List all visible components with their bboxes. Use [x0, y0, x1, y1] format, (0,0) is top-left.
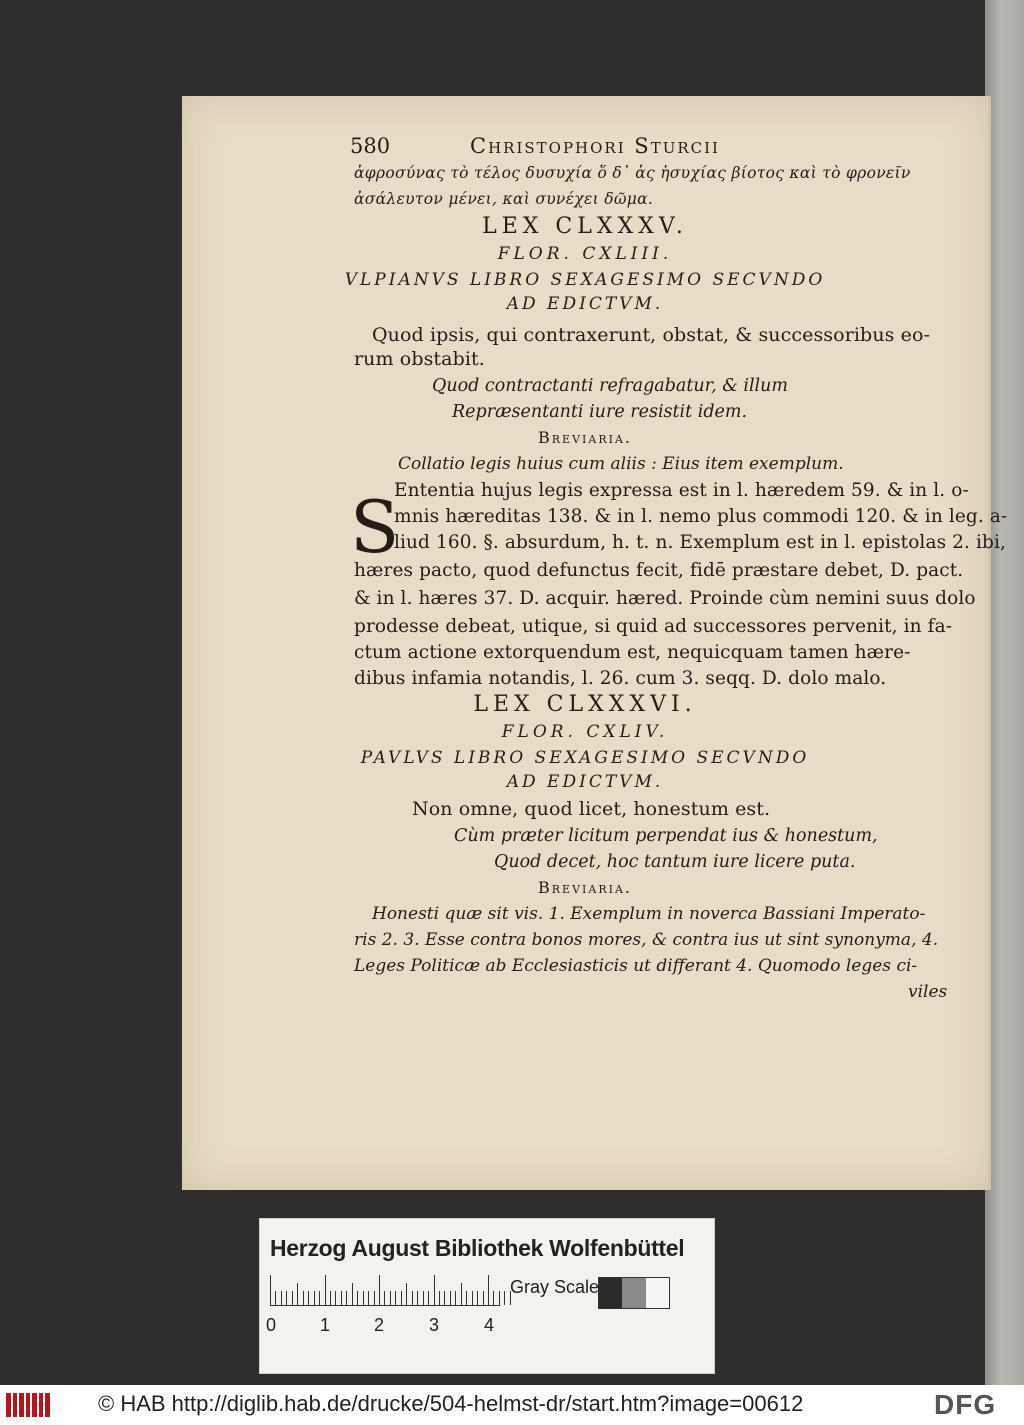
- summary-line: Collatio legis huius cum aliis : Eius item exemplum.: [398, 454, 844, 474]
- footer-bar: [0, 1385, 1024, 1425]
- verse-line: Repræsentanti iure resistit idem.: [452, 402, 748, 422]
- ruler-tick: [341, 1291, 342, 1305]
- library-color-card: [259, 1218, 715, 1374]
- ruler-tick: [352, 1283, 353, 1305]
- ruler-tick: [406, 1283, 407, 1305]
- dfg-logo: DFG: [934, 1389, 997, 1420]
- ruler-tick: [330, 1291, 331, 1305]
- body-line: ctum actione extorquendum est, nequicquam tamen hære-: [354, 642, 911, 663]
- ruler-tick: [439, 1291, 440, 1305]
- greek-line-1: ἀφροσύνας τὸ τέλος δυσυχία ὅ δ᾽ ἁς ἡσυχίας βίοτος καὶ τὸ φρονεῖν: [354, 164, 911, 182]
- gray-scale-label: Gray Scale: [510, 1277, 600, 1297]
- summary-line: ris 2. 3. Esse contra bonos mores, & contra ius ut sint synonyma, 4.: [354, 930, 939, 950]
- ruler-tick: [477, 1291, 478, 1305]
- ruler-tick: [308, 1291, 309, 1305]
- gray-scale-swatches: [598, 1277, 670, 1309]
- text-line: rum obstabit.: [354, 348, 485, 370]
- ruler-tick: [417, 1291, 418, 1305]
- library-name: Herzog August Bibliothek Wolfenbüttel: [270, 1235, 685, 1261]
- ruler-tick: [292, 1291, 293, 1305]
- ruler-tick: [504, 1291, 505, 1305]
- flor-heading-144: FLOR. CXLIV.: [501, 722, 669, 742]
- ruler-tick: [374, 1291, 375, 1305]
- hab-logo-icon: [6, 1393, 50, 1417]
- ruler-tick: [423, 1291, 424, 1305]
- running-head-title: Christophori Sturcii: [470, 134, 720, 158]
- greek-line-2: ἀσάλευτον μένει, καὶ συνέχει δῶμα.: [354, 190, 654, 208]
- body-line: Ententia hujus legis expressa est in l. hæredem 59. & in l. o-: [394, 480, 969, 501]
- text-line: Non omne, quod licet, honestum est.: [412, 798, 771, 820]
- ruler-tick: [461, 1283, 462, 1305]
- summary-line: Leges Politicæ ab Ecclesiasticis ut differant 4. Quomodo leges ci-: [354, 956, 918, 976]
- ruler-tick: [412, 1291, 413, 1305]
- ruler-tick: [363, 1291, 364, 1305]
- ruler-tick: [319, 1291, 320, 1305]
- ruler-tick: [444, 1291, 445, 1305]
- ruler-tick: [472, 1291, 473, 1305]
- ruler-number: 2: [374, 1315, 385, 1335]
- ruler-tick: [488, 1275, 489, 1305]
- ruler-number: 3: [429, 1315, 440, 1335]
- ruler-number: 4: [484, 1315, 495, 1335]
- ruler-tick: [346, 1291, 347, 1305]
- ruler-tick: [368, 1291, 369, 1305]
- scale-ruler: [270, 1275, 500, 1306]
- ruler-tick: [434, 1275, 435, 1305]
- body-line: prodesse debeat, utique, si quid ad successores pervenit, in fa-: [354, 616, 953, 637]
- ruler-tick: [428, 1291, 429, 1305]
- text-line: Quod ipsis, qui contraxerunt, obstat, & successoribus eo-: [372, 324, 931, 346]
- ruler-tick: [395, 1291, 396, 1305]
- breviaria-heading: Breviaria.: [538, 878, 632, 897]
- breviaria-heading: Breviaria.: [538, 428, 632, 447]
- gray-swatch-mid: [622, 1278, 645, 1308]
- ruler-tick: [450, 1291, 451, 1305]
- ruler-tick: [286, 1291, 287, 1305]
- body-line: dibus infamia notandis, l. 26. cum 3. seqq. D. dolo malo.: [354, 668, 887, 689]
- author-line-1: PAVLVS LIBRO SEXAGESIMO SECVNDO: [360, 748, 810, 768]
- body-line: mnis hæreditas 138. & in l. nemo plus commodi 120. & in leg. a-: [394, 506, 1008, 527]
- copyright-url[interactable]: © HAB http://diglib.hab.de/drucke/504-helmst-dr/start.htm?image=00612: [98, 1391, 804, 1416]
- ruler-tick: [390, 1291, 391, 1305]
- body-line: & in l. hæres 37. D. acquir. hæred. Proinde cùm nemini suus dolo: [354, 588, 976, 609]
- ruler-number: 0: [266, 1315, 277, 1335]
- body-line: liud 160. §. absurdum, h. t. n. Exemplum est in l. epistolas 2. ibi,: [394, 532, 1006, 553]
- ruler-tick: [270, 1275, 271, 1305]
- lex-heading-186: LEX CLXXXVI.: [473, 692, 697, 717]
- author-line-1: VLPIANVS LIBRO SEXAGESIMO SECVNDO: [344, 270, 826, 290]
- ruler-tick: [455, 1291, 456, 1305]
- gray-swatch-light: [646, 1278, 669, 1308]
- ruler-tick: [379, 1275, 380, 1305]
- summary-line: Honesti quæ sit vis. 1. Exemplum in noverca Bassiani Imperato-: [372, 904, 926, 924]
- gray-swatch-dark: [599, 1278, 622, 1308]
- page-number: 580: [350, 134, 391, 158]
- drop-cap: S: [350, 485, 400, 569]
- book-page: [182, 96, 1008, 1190]
- catchword: viles: [908, 982, 948, 1002]
- ruler-tick: [466, 1291, 467, 1305]
- ruler-tick: [401, 1291, 402, 1305]
- ruler-tick: [483, 1291, 484, 1305]
- ruler-tick: [275, 1291, 276, 1305]
- ruler-number: 1: [320, 1315, 331, 1335]
- author-line-2: AD EDICTVM.: [506, 772, 664, 792]
- ruler-tick: [303, 1291, 304, 1305]
- ruler-tick: [335, 1291, 336, 1305]
- running-head: [350, 134, 990, 158]
- verse-line: Quod contractanti refragabatur, & illum: [432, 376, 789, 396]
- ruler-tick: [499, 1291, 500, 1305]
- ruler-tick: [357, 1291, 358, 1305]
- verse-line: Quod decet, hoc tantum iure licere puta.: [494, 852, 856, 872]
- ruler-tick: [325, 1275, 326, 1305]
- ruler-tick: [384, 1291, 385, 1305]
- verse-line: Cùm præter licitum perpendat ius & honestum,: [454, 826, 878, 846]
- ruler-tick: [493, 1291, 494, 1305]
- ruler-tick: [281, 1291, 282, 1305]
- flor-heading-143: FLOR. CXLIII.: [497, 244, 673, 264]
- body-line: hæres pacto, quod defunctus fecit, fidē præstare debet, D. pact.: [354, 560, 964, 581]
- author-line-2: AD EDICTVM.: [506, 294, 664, 314]
- ruler-tick: [297, 1283, 298, 1305]
- lex-heading-185: LEX CLXXXV.: [482, 214, 688, 239]
- ruler-tick: [314, 1291, 315, 1305]
